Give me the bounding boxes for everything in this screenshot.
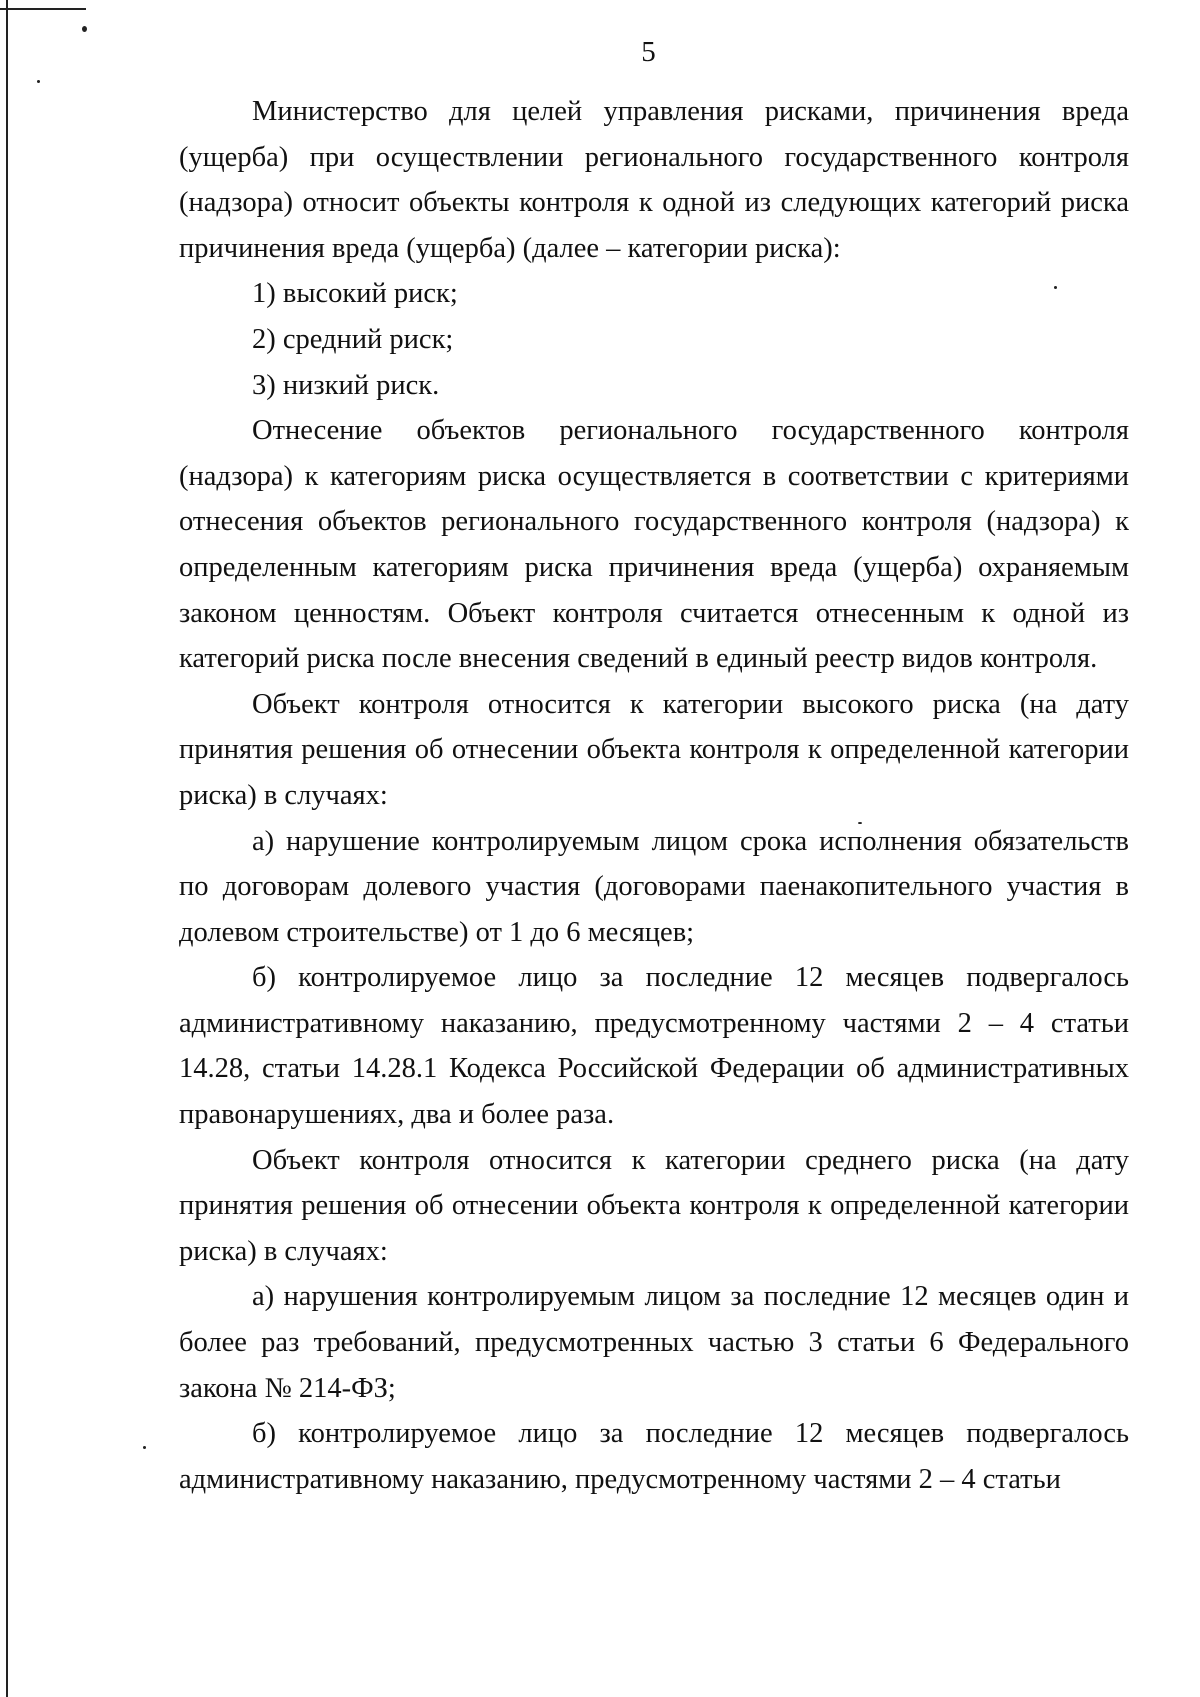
paragraph-categorization-criteria: Отнесение объектов регионального государственного контроля (надзора) к категориям риска осуществляется в соответствии с критериями отнесения объектов регионального государственного контроля (надзора) к определенным категориям риска причинения вреда (ущерба) охраняемым законом ценностям. Объект контроля считается отнесенным к одной из категорий риска после внесения сведений в единый реестр видов контроля. xyxy=(179,415,1129,675)
list-item-low-risk: 3) низкий риск. xyxy=(252,369,440,401)
scan-speck xyxy=(37,80,40,83)
scan-speck xyxy=(143,1446,146,1449)
scan-speck xyxy=(82,26,87,32)
page-number: 5 xyxy=(641,36,656,68)
paragraph-medium-risk-cases: Объект контроля относится к категории среднего риска (на дату принятия решения об отнесении объекта контроля к определенной категории риска) в случаях: xyxy=(179,1144,1129,1267)
list-item-high-risk: 1) высокий риск; xyxy=(252,278,458,310)
paragraph-risk-categories-intro: Министерство для целей управления рисками, причинения вреда (ущерба) при осуществлении регионального государственного контроля (надзора) относит объекты контроля к одной из следующих категорий риска причинения вреда (ущерба) (далее – категории риска): xyxy=(179,96,1129,264)
scan-top-edge xyxy=(0,8,86,10)
list-item-medium-risk: 2) средний риск; xyxy=(252,323,454,355)
list-item-high-risk-a: а) нарушение контролируемым лицом срока исполнения обязательств по договорам долевого участия (договорами паенакопительного участия в долевом строительстве) от 1 до 6 месяцев; xyxy=(179,825,1129,948)
paragraph-high-risk-cases: Объект контроля относится к категории высокого риска (на дату принятия решения об отнесении объекта контроля к определенной категории риска) в случаях: xyxy=(179,688,1129,811)
scan-left-edge xyxy=(6,0,8,1697)
list-item-medium-risk-b: б) контролируемое лицо за последние 12 месяцев подвергалось административному наказанию, предусмотренному частями 2 – 4 статьи xyxy=(179,1418,1129,1495)
document-body xyxy=(179,89,1129,1502)
list-item-high-risk-b: б) контролируемое лицо за последние 12 месяцев подвергалось административному наказанию, предусмотренному частями 2 – 4 статьи 14.28, статьи 14.28.1 Кодекса Российской Федерации об административных правонарушениях, два и более раза. xyxy=(179,962,1129,1131)
list-item-medium-risk-a: а) нарушения контролируемым лицом за последние 12 месяцев один и более раз требований, предусмотренных частью 3 статьи 6 Федерального закона № 214-ФЗ; xyxy=(179,1281,1129,1404)
